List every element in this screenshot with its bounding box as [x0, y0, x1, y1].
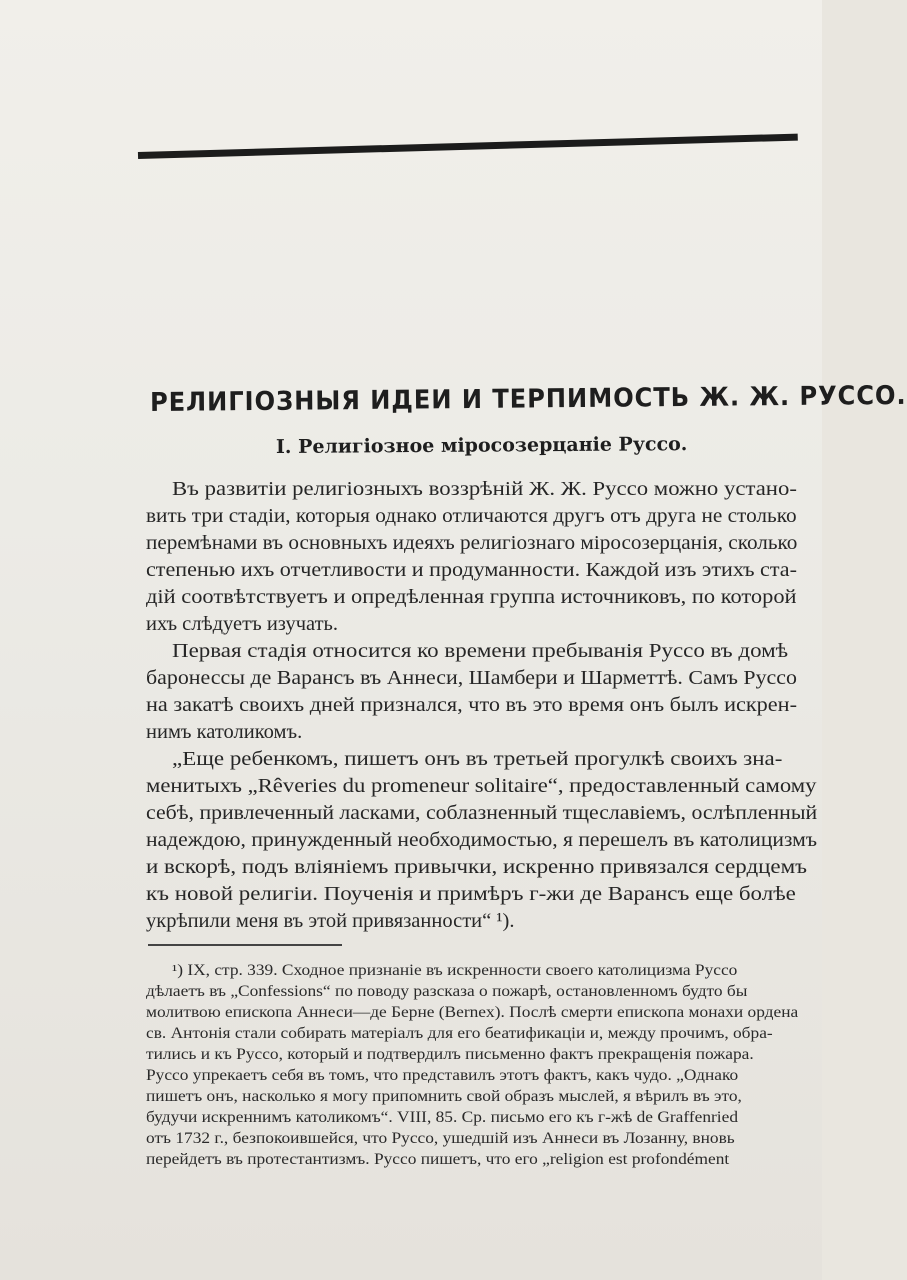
footnote-line: молитвою епископа Аннеси—де Берне (Bernex). Послѣ смерти епископа монахи ордена — [146, 1004, 799, 1021]
footnote-line: перейдетъ въ протестантизмъ. Руссо пишетъ, что его „religion est profondément — [146, 1151, 730, 1168]
footnote-line: Руссо упрекаетъ себя въ томъ, что представилъ этотъ фактъ, какъ чудо. „Однако — [146, 1067, 739, 1084]
footnote-line: пишетъ онъ, насколько я могу припомнить свой образъ мыслей, я вѣрилъ въ это, — [146, 1088, 742, 1105]
body-line: себѣ, привлеченный ласками, соблазненный тщеславіемъ, ослѣпленный — [146, 802, 818, 824]
body-line: Въ развитіи религіозныхъ воззрѣній Ж. Ж. Руссо можно устано- — [172, 478, 797, 500]
section-title: I. Религіозное міросозерцаніе Руссо. — [275, 433, 688, 458]
footnote-line: ¹) IX, стр. 339. Сходное признаніе въ искренности своего католицизма Руссо — [172, 962, 738, 979]
body-line: перемѣнами въ основныхъ идеяхъ религіознаго міросозерцанія, сколько — [146, 532, 798, 554]
body-line: и вскорѣ, подъ вліяніемъ привычки, искренно привязался сердцемъ — [146, 856, 808, 878]
body-line: баронессы де Варансъ въ Аннеси, Шамбери и Шарметтѣ. Самъ Руссо — [146, 667, 797, 689]
footnote-line: тились и къ Руссо, который и подтвердилъ письменно фактъ прекращенія пожара. — [146, 1046, 754, 1063]
body-line: дій соотвѣтствуетъ и опредѣленная группа источниковъ, по которой — [146, 586, 797, 608]
body-line: на закатѣ своихъ дней признался, что въ это время онъ былъ искрен- — [146, 694, 797, 716]
body-line: Первая стадія относится ко времени пребыванія Руссо въ домѣ — [172, 640, 789, 662]
footnote-line: св. Антонія стали собирать матеріалъ для его беатификаціи и, между прочимъ, обра- — [146, 1025, 773, 1042]
footnote-line: дѣлаетъ въ „Confessions“ по поводу разсказа о пожарѣ, остановленномъ будто бы — [146, 983, 748, 1000]
body-line: къ новой религіи. Поученія и примѣръ г-жи де Варансъ еще болѣе — [146, 883, 796, 905]
body-line: вить три стадіи, которыя однако отличаются другъ отъ друга не столько — [146, 505, 797, 527]
chapter-title: РЕЛИГІОЗНЫЯ ИДЕИ И ТЕРПИМОСТЬ Ж. Ж. РУССО. — [149, 380, 907, 418]
body-line: менитыхъ „Rêveries du promeneur solitaire“, предоставленный самому — [146, 775, 817, 797]
body-line: нимъ католикомъ. — [146, 721, 303, 743]
footnote-line: будучи искреннимъ католикомъ“. VIII, 85. Ср. письмо его къ г-жѣ de Graffenried — [146, 1109, 739, 1126]
body-line: степенью ихъ отчетливости и продуманности. Каждой изъ этихъ ста- — [146, 559, 797, 581]
body-line: укрѣпили меня въ этой привязанности“ ¹). — [146, 910, 515, 932]
body-line: „Еще ребенкомъ, пишетъ онъ въ третьей прогулкѣ своихъ зна- — [172, 748, 783, 770]
body-line: надеждою, принужденный необходимостью, я перешелъ въ католицизмъ — [146, 829, 817, 851]
footnote-line: отъ 1732 г., безпокоившейся, что Руссо, ушедшій изъ Аннеси въ Лозанну, вновь — [146, 1130, 735, 1147]
body-line: ихъ слѣдуетъ изучать. — [146, 613, 339, 635]
